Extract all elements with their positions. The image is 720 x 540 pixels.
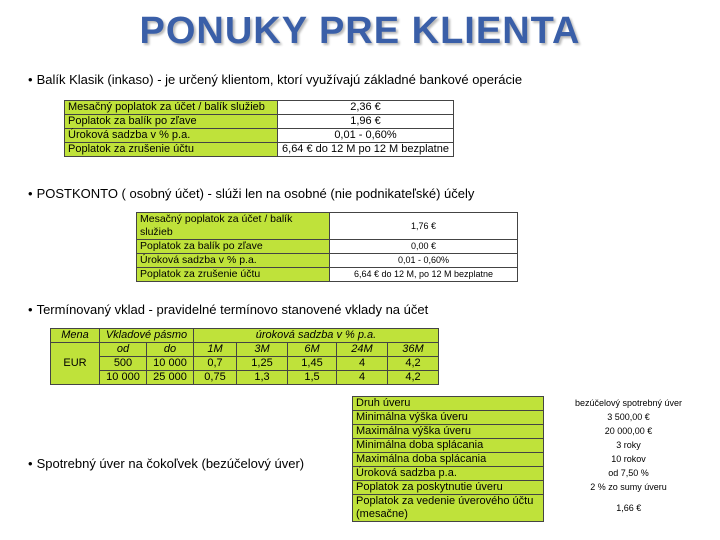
col-mena: Mena [51,329,100,343]
table-row [65,115,454,129]
table-row [353,439,714,453]
spotrebny-label: Úroková sadzba p.a. [353,467,544,481]
table-row [137,240,518,254]
table-row [353,453,714,467]
bullet-dot: • [28,302,33,317]
klasik-label: Poplatok za balík po zľave [65,115,278,129]
klasik-label: Poplatok za zrušenie účtu [65,143,278,157]
postkonto-value: 0,00 € [330,240,518,254]
spotrebny-heading-text: Spotrebný úver na čokoľvek (bezúčelový úver) [36,456,305,471]
table-row [353,481,714,495]
table-row [51,371,439,385]
rate-cell: 4 [337,357,388,371]
postkonto-value: 0,01 - 0,60% [330,254,518,268]
spotrebny-label: Druh úveru [353,397,544,411]
band-od: 10 000 [100,371,147,385]
table-row [51,329,439,343]
table-row [65,101,454,115]
spotrebny-value: 1,66 € [616,502,642,513]
spotrebny-value: 3 roky [616,440,641,450]
table-row [353,425,714,439]
postkonto-label: Poplatok za balík po zľave [137,240,330,254]
klasik-value: 0,01 - 0,60% [278,129,454,143]
col-pasmo: Vkladové pásmo [100,329,194,343]
klasik-heading-text: Balík Klasik (inkaso) - je určený klientom, ktorí využívajú základné bankové operácie [36,72,523,87]
rate-cell: 0,7 [194,357,237,371]
spotrebny-value: 3 500,00 € [607,412,650,422]
rate-cell: 1,45 [288,357,337,371]
term-header: 3M [237,343,288,357]
table-row [137,254,518,268]
spotrebny-value: 2 % zo sumy úveru [590,482,667,492]
table-row [65,129,454,143]
postkonto-value: 1,76 € [330,213,518,240]
spotrebny-label: Minimálna výška úveru [353,411,544,425]
klasik-value: 2,36 € [278,101,454,115]
sub-od: od [100,343,147,357]
table-row [353,411,714,425]
page-title: PONUKY PRE KLIENTA [139,10,581,52]
spotrebny-value: bezúčelový spotrebný úver [574,398,683,408]
table-row [353,495,714,522]
term-header: 24M [337,343,388,357]
spotrebny-table [352,396,714,522]
band-od: 500 [100,357,147,371]
section-spotrebny-heading [28,456,304,471]
postkonto-value: 6,64 € do 12 M, po 12 M bezplatne [330,268,518,282]
sub-do: do [147,343,194,357]
postkonto-heading-text: POSTKONTO ( osobný účet) - slúži len na osobné (nie podnikateľské) účely [36,186,475,201]
spotrebny-label: Poplatok za poskytnutie úveru [353,481,544,495]
rate-cell: 1,3 [237,371,288,385]
klasik-label: Mesačný poplatok za účet / balík služieb [65,101,278,115]
postkonto-label: Poplatok za zrušenie účtu [137,268,330,282]
rate-cell: 4,2 [388,357,439,371]
band-do: 10 000 [147,357,194,371]
table-row [137,213,518,240]
currency-cell: EUR [51,343,100,385]
table-row [51,343,439,357]
spotrebny-value: 20 000,00 € [604,426,653,436]
klasik-value: 1,96 € [278,115,454,129]
col-sadzba: úroková sadzba v % p.a. [194,329,439,343]
rate-cell: 4 [337,371,388,385]
table-row [51,357,439,371]
term-header: 6M [288,343,337,357]
table-row [65,143,454,157]
klasik-table [64,100,454,157]
section-postkonto-heading [28,186,474,201]
section-termin-heading [28,302,428,317]
table-row [353,467,714,481]
spotrebny-label: Maximálna výška úveru [353,425,544,439]
termin-table [50,328,439,385]
postkonto-label: Úroková sadzba v % p.a. [137,254,330,268]
spotrebny-label: Maximálna doba splácania [353,453,544,467]
spotrebny-value: od 7,50 % [608,468,649,478]
spotrebny-label: Poplatok za vedenie úverového účtu (mesačne) [353,495,544,522]
klasik-label: Úroková sadzba v % p.a. [65,129,278,143]
rate-cell: 1,5 [288,371,337,385]
section-klasik-heading [28,72,522,87]
postkonto-label: Mesačný poplatok za účet / balík služieb [137,213,330,240]
rate-cell: 4,2 [388,371,439,385]
rate-cell: 0,75 [194,371,237,385]
term-header: 1M [194,343,237,357]
postkonto-table [136,212,518,282]
table-row [137,268,518,282]
table-row [353,397,714,411]
klasik-value: 6,64 € do 12 M po 12 M bezplatne [278,143,454,157]
termin-heading-text: Termínovaný vklad - pravidelné termínovo stanovené vklady na účet [36,302,429,317]
band-do: 25 000 [147,371,194,385]
bullet-dot: • [28,186,33,201]
spotrebny-label: Minimálna doba splácania [353,439,544,453]
term-header: 36M [388,343,439,357]
bullet-dot: • [28,72,33,87]
rate-cell: 1,25 [237,357,288,371]
spotrebny-value: 10 rokov [611,454,646,464]
bullet-dot: • [28,456,33,471]
